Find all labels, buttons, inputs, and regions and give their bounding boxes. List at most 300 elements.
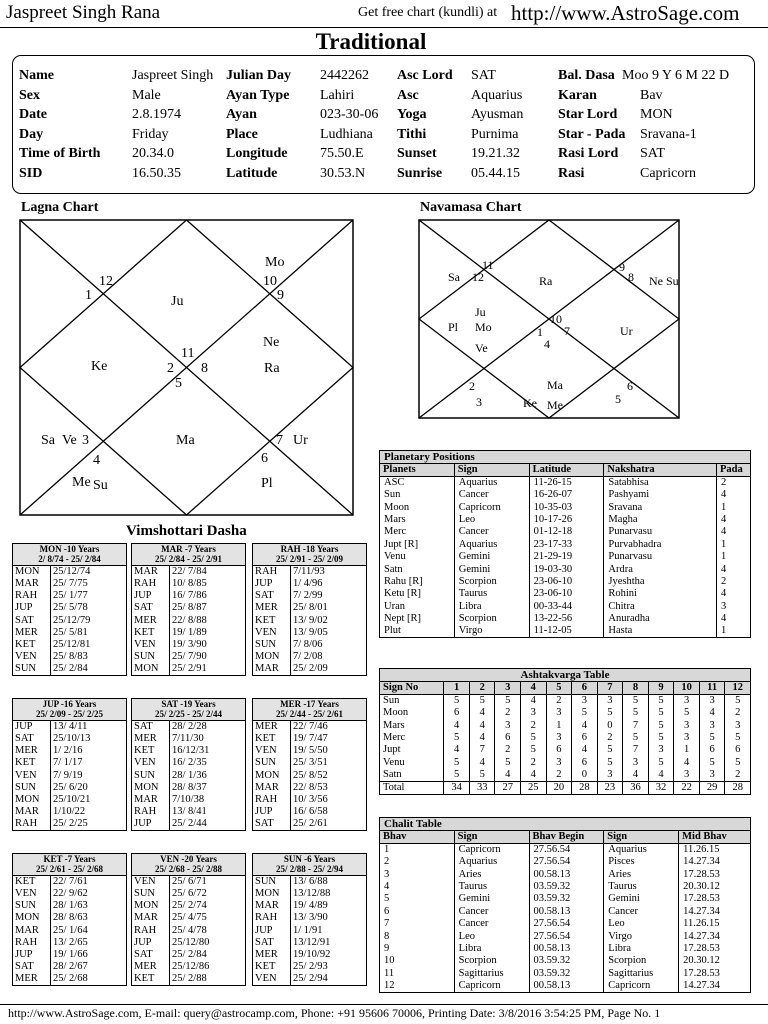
chalit-cell: Taurus: [604, 881, 679, 893]
dasha-row: [253, 961, 367, 973]
dasha-date: 25/ 2/09: [291, 663, 367, 676]
planetary-cell: Pashyami: [604, 489, 717, 501]
dasha-date: 13/ 3/90: [291, 912, 367, 924]
dasha-planet: MER: [253, 721, 291, 734]
lagna-label: 12: [99, 274, 113, 289]
dasha-row: [132, 961, 246, 973]
ashtak-cell: 5: [725, 695, 751, 708]
chalit-cell: 11.26.15: [679, 844, 751, 857]
table-row: [380, 501, 751, 513]
ashtak-cell: 3: [699, 719, 725, 731]
dasha-header: [253, 854, 367, 876]
info-label: Sunrise: [397, 166, 443, 181]
dasha-date: 19/ 4/89: [291, 900, 367, 912]
dasha-date: 16/ 7/86: [170, 590, 246, 602]
navamsa-label: Ju: [475, 305, 486, 319]
navamsa-label: Mo: [475, 320, 492, 334]
chalit-cell: 12: [380, 980, 455, 993]
chalit-cell: 17.28.53: [679, 868, 751, 880]
chalit-cell: 03.59.32: [529, 968, 604, 980]
dasha-table: [12, 698, 127, 831]
ashtak-cell: 29: [699, 781, 725, 794]
dasha-row: [13, 806, 127, 818]
planetary-cell: 1: [716, 551, 750, 563]
table-row: [380, 844, 751, 857]
dasha-row: [253, 733, 367, 745]
lagna-label: 11: [181, 346, 195, 361]
info-value: Friday: [132, 126, 169, 142]
dasha-header: [13, 854, 127, 876]
chalit-cell: Gemini: [454, 893, 529, 905]
dasha-planet: MER: [132, 961, 170, 973]
planetary-cell: Aquarius: [454, 477, 529, 490]
chalit-cell: Libra: [454, 943, 529, 955]
dasha-planet: MON: [132, 663, 170, 676]
dasha-range: 25/ 2/84 - 25/ 2/91: [155, 553, 222, 564]
ashtak-cell: 5: [521, 732, 547, 744]
chalit-cell: Aries: [454, 868, 529, 880]
dasha-row: [253, 949, 367, 961]
info-label: Longitude: [226, 146, 288, 162]
planetary-cell: 10-35-03: [529, 501, 604, 513]
dasha-row: [132, 602, 246, 614]
planetary-cell: Scorpion: [454, 576, 529, 588]
dasha-planet: MAR: [253, 782, 291, 794]
lagna-label: Ne: [263, 335, 280, 350]
info-label: Karan: [558, 87, 597, 103]
dasha-planet: MON: [13, 566, 51, 579]
info-value: 023-30-06: [320, 107, 379, 123]
ashtak-cell: 3: [674, 732, 700, 744]
dasha-row: [253, 794, 367, 806]
dasha-row: [132, 651, 246, 663]
dasha-planet: JUP: [13, 602, 51, 614]
ashtak-cell: 34: [444, 781, 470, 794]
dasha-row: [13, 782, 127, 794]
ashtak-cell: 7: [623, 719, 649, 731]
info-label: Asc Lord: [397, 68, 453, 83]
dasha-date: 25/12/86: [170, 961, 246, 973]
planetary-header: Planets: [380, 464, 455, 477]
ashtak-cell: 5: [444, 769, 470, 782]
dasha-row: [253, 651, 367, 663]
dasha-planet: VEN: [13, 651, 51, 663]
dasha-row: [13, 757, 127, 769]
dasha-planet: KET: [253, 615, 291, 627]
table-row: [380, 539, 751, 551]
dasha-date: 25/ 2/93: [291, 961, 367, 973]
ashtak-cell: 5: [444, 757, 470, 769]
planetary-cell: Plut: [380, 625, 455, 638]
dasha-row: [13, 888, 127, 900]
ashtak-cell: 2: [495, 744, 521, 756]
dasha-row: [13, 961, 127, 973]
dasha-planet: MON: [253, 651, 291, 663]
planetary-cell: ASC: [380, 477, 455, 490]
lagna-label: 3: [82, 433, 89, 448]
dasha-row: [253, 888, 367, 900]
ashtak-cell: Moon: [380, 707, 444, 719]
dasha-planet: RAH: [253, 912, 291, 924]
chalit-cell: 17.28.53: [679, 943, 751, 955]
chalit-header: Bhav: [380, 831, 455, 844]
dasha-row: [13, 876, 127, 889]
ashtak-header: 3: [495, 682, 521, 695]
dasha-date: 19/ 1/89: [170, 627, 246, 639]
dasha-date: 25/ 8/87: [170, 602, 246, 614]
ashtak-cell: 4: [444, 719, 470, 731]
info-value: MON: [640, 107, 673, 123]
navamsa-label: 7: [564, 324, 570, 338]
ashtak-cell: 2: [521, 719, 547, 731]
dasha-date: 1/ 1/91: [291, 925, 367, 937]
dasha-planet: JUP: [132, 937, 170, 949]
ashtak-cell: 5: [623, 695, 649, 708]
dasha-date: 25/10/21: [51, 794, 127, 806]
chalit-cell: 27.56.54: [529, 856, 604, 868]
lagna-label: Ju: [171, 294, 184, 309]
chalit-cell: 6: [380, 906, 455, 918]
dasha-range: 25/ 2/91 - 25/ 2/09: [276, 553, 343, 564]
ashtak-cell: 5: [699, 757, 725, 769]
info-value: SAT: [640, 146, 665, 162]
page-title: Traditional: [315, 29, 427, 54]
chalit-cell: Libra: [604, 943, 679, 955]
planetary-cell: 11-12-05: [529, 625, 604, 638]
table-row: [380, 856, 751, 868]
dasha-period: VEN -20 Years: [160, 854, 217, 864]
info-label: Name: [19, 68, 54, 83]
table-row: [380, 563, 751, 575]
header-url-link[interactable]: http://www.AstroSage.com: [511, 1, 740, 25]
dasha-row: [253, 782, 367, 794]
info-value: Male: [132, 87, 161, 103]
dasha-date: 28/ 2/67: [51, 961, 127, 973]
chalit-cell: 14.27.34: [679, 856, 751, 868]
chalit-cell: 20.30.12: [679, 881, 751, 893]
dasha-planet: MER: [13, 745, 51, 757]
dasha-row: [13, 651, 127, 663]
ashtak-cell: 3: [572, 695, 598, 708]
dasha-date: 13/ 9/05: [291, 627, 367, 639]
dasha-date: 22/ 9/62: [51, 888, 127, 900]
dasha-row: [253, 806, 367, 818]
ashtak-header: 5: [546, 682, 572, 695]
dasha-row: [253, 757, 367, 769]
dasha-planet: MAR: [13, 806, 51, 818]
chalit-cell: 00.58.13: [529, 980, 604, 993]
dasha-date: 7/ 8/06: [291, 639, 367, 651]
planetary-cell: Hasta: [604, 625, 717, 638]
dasha-date: 1/ 4/96: [291, 578, 367, 590]
ashtak-cell: Total: [380, 781, 444, 794]
ashtak-cell: 5: [495, 695, 521, 708]
chalit-cell: 03.59.32: [529, 893, 604, 905]
chalit-cell: 00.58.13: [529, 906, 604, 918]
planetary-cell: 10-17-26: [529, 514, 604, 526]
dasha-planet: MAR: [132, 566, 170, 579]
planetary-header: Pada: [716, 464, 750, 477]
chalit-cell: Taurus: [454, 881, 529, 893]
dasha-date: 25/ 6/20: [51, 782, 127, 794]
navamsa-label: 6: [627, 379, 633, 393]
dasha-header: [253, 544, 367, 566]
dasha-title: Vimshottari Dasha: [126, 523, 247, 539]
dasha-date: 25/ 2/25: [51, 818, 127, 831]
chalit-cell: Capricorn: [454, 980, 529, 993]
dasha-row: [253, 900, 367, 912]
ashtak-cell: Jupt: [380, 744, 444, 756]
ashtak-cell: 5: [444, 695, 470, 708]
dasha-planet: RAH: [13, 590, 51, 602]
dasha-date: 25/10/13: [51, 733, 127, 745]
dasha-date: 25/12/81: [51, 639, 127, 651]
info-label: Rasi: [558, 166, 585, 181]
dasha-date: 7/11/30: [170, 733, 246, 745]
info-label: Bal. Dasa: [558, 68, 615, 83]
planetary-cell: Punarvasu: [604, 526, 717, 538]
ashtak-cell: 4: [699, 707, 725, 719]
dasha-date: 13/12/91: [291, 937, 367, 949]
dasha-date: 25/ 2/91: [170, 663, 246, 676]
ashtak-cell: 4: [521, 769, 547, 782]
dasha-date: 25/12/79: [51, 615, 127, 627]
ashtak-cell: 4: [469, 757, 495, 769]
dasha-date: 7/ 1/17: [51, 757, 127, 769]
info-value: 2.8.1974: [132, 107, 181, 123]
ashtak-cell: 5: [444, 732, 470, 744]
dasha-row: [132, 721, 246, 734]
planetary-cell: Ketu [R]: [380, 588, 455, 600]
navamsa-label: 4: [544, 337, 550, 351]
dasha-planet: RAH: [132, 806, 170, 818]
dasha-table: [131, 853, 246, 986]
dasha-row: [13, 639, 127, 651]
dasha-header: [132, 854, 246, 876]
dasha-row: [132, 806, 246, 818]
dasha-range: 25/ 2/88 - 25/ 2/94: [276, 863, 343, 874]
ashtak-cell: 33: [469, 781, 495, 794]
planetary-cell: 00-33-44: [529, 601, 604, 613]
lagna-label: Ke: [91, 359, 108, 374]
dasha-date: 25/ 6/72: [170, 888, 246, 900]
planetary-cell: Capricorn: [454, 501, 529, 513]
dasha-row: [132, 578, 246, 590]
info-value: Aquarius: [471, 87, 523, 103]
chalit-cell: 14.27.34: [679, 930, 751, 942]
chalit-cell: 03.59.32: [529, 955, 604, 967]
dasha-row: [253, 627, 367, 639]
dasha-date: 25/ 7/90: [170, 651, 246, 663]
dasha-table: [12, 853, 127, 986]
table-row: [380, 943, 751, 955]
info-label: Star - Pada: [558, 126, 626, 142]
dasha-date: 25/ 2/68: [51, 973, 127, 986]
planetary-cell: Magha: [604, 514, 717, 526]
ashtak-cell: 6: [495, 732, 521, 744]
dasha-row: [253, 912, 367, 924]
lagna-label: Su: [93, 478, 108, 493]
ashtak-cell: 36: [623, 781, 649, 794]
dasha-date: 25/ 1/77: [51, 590, 127, 602]
ashtak-header: 6: [572, 682, 598, 695]
dasha-date: 25/ 8/52: [291, 770, 367, 782]
info-label: Yoga: [397, 107, 427, 123]
chalit-cell: 7: [380, 918, 455, 930]
dasha-date: 28/ 8/63: [51, 912, 127, 924]
ashtak-header: 4: [521, 682, 547, 695]
chalit-header: Sign: [604, 831, 679, 844]
info-value: 19.21.32: [471, 146, 520, 162]
ashtak-cell: 5: [623, 732, 649, 744]
dasha-planet: MER: [13, 973, 51, 986]
dasha-row: [253, 745, 367, 757]
dasha-planet: SUN: [132, 888, 170, 900]
table-row: [380, 514, 751, 526]
dasha-row: [253, 615, 367, 627]
info-label: Tithi: [397, 126, 427, 142]
chalit-cell: Cancer: [604, 906, 679, 918]
planetary-header: Latitude: [529, 464, 604, 477]
dasha-planet: RAH: [132, 578, 170, 590]
dasha-planet: SUN: [253, 757, 291, 769]
table-row: [380, 781, 751, 794]
planetary-cell: 13-22-56: [529, 613, 604, 625]
chalit-cell: Leo: [454, 930, 529, 942]
dasha-table: [252, 698, 367, 831]
table-row: [380, 613, 751, 625]
dasha-planet: SAT: [253, 590, 291, 602]
ashtak-cell: 5: [597, 757, 623, 769]
dasha-date: 25/ 2/84: [51, 663, 127, 676]
planetary-cell: Cancer: [454, 489, 529, 501]
ashtak-cell: 2: [546, 695, 572, 708]
dasha-row: [13, 937, 127, 949]
dasha-planet: SAT: [13, 615, 51, 627]
dasha-date: 22/ 8/88: [170, 615, 246, 627]
dasha-header: [132, 544, 246, 566]
chalit-cell: Aquarius: [454, 856, 529, 868]
ashtak-cell: 3: [699, 695, 725, 708]
planetary-cell: Aquarius: [454, 539, 529, 551]
dasha-planet: SUN: [13, 782, 51, 794]
ashtak-cell: 25: [521, 781, 547, 794]
dasha-date: 25/ 4/75: [170, 912, 246, 924]
dasha-period: KET -7 Years: [43, 854, 96, 864]
planetary-cell: Merc: [380, 526, 455, 538]
info-value: Bav: [640, 87, 663, 103]
table-row: [380, 489, 751, 501]
ashtak-header: 9: [648, 682, 674, 695]
ashtak-cell: 28: [572, 781, 598, 794]
lagna-label: 8: [201, 361, 208, 376]
ashtak-cell: 5: [725, 757, 751, 769]
dasha-date: 25/ 5/78: [51, 602, 127, 614]
header-free-chart-text: Get free chart (kundli) at: [358, 5, 498, 20]
navamsa-label: Su: [666, 274, 679, 288]
ashtak-cell: 5: [572, 707, 598, 719]
table-row: [380, 732, 751, 744]
ashtak-cell: 4: [521, 695, 547, 708]
dasha-planet: MAR: [253, 900, 291, 912]
chalit-cell: 27.56.54: [529, 930, 604, 942]
dasha-row: [132, 663, 246, 676]
ashtak-cell: Venu: [380, 757, 444, 769]
dasha-row: [132, 912, 246, 924]
ashtak-cell: 4: [674, 757, 700, 769]
dasha-planet: MER: [253, 602, 291, 614]
dasha-row: [253, 590, 367, 602]
dasha-planet: JUP: [132, 590, 170, 602]
navamsa-chart: [418, 219, 680, 419]
chalit-cell: 17.28.53: [679, 893, 751, 905]
dasha-range: 25/ 2/25 - 25/ 2/44: [155, 708, 222, 719]
dasha-date: 10/ 8/85: [170, 578, 246, 590]
planetary-cell: Chitra: [604, 601, 717, 613]
dasha-planet: SAT: [13, 961, 51, 973]
dasha-row: [132, 782, 246, 794]
dasha-planet: KET: [13, 876, 51, 889]
ashtak-cell: 4: [444, 744, 470, 756]
ashtak-cell: 3: [623, 757, 649, 769]
ashtak-cell: Mars: [380, 719, 444, 731]
planetary-cell: 4: [716, 514, 750, 526]
ashtak-cell: 5: [725, 732, 751, 744]
planetary-cell: 3: [716, 601, 750, 613]
ashtak-cell: 5: [597, 744, 623, 756]
chalit-cell: 11.26.15: [679, 918, 751, 930]
ashtak-cell: 22: [674, 781, 700, 794]
chalit-cell: 27.56.54: [529, 844, 604, 857]
info-label: Day: [19, 126, 44, 142]
navamsa-label: 1: [537, 325, 543, 339]
dasha-date: 25/ 2/44: [170, 818, 246, 831]
dasha-date: 13/ 9/02: [291, 615, 367, 627]
dasha-table: [252, 853, 367, 986]
ashtakvarga-table: [379, 668, 751, 795]
dasha-period: RAH -18 Years: [280, 544, 339, 554]
dasha-date: 25/ 2/61: [291, 818, 367, 831]
info-value: 30.53.N: [320, 166, 366, 181]
dasha-date: 22/ 8/53: [291, 782, 367, 794]
dasha-planet: MAR: [13, 578, 51, 590]
ashtak-cell: 4: [572, 744, 598, 756]
dasha-planet: VEN: [132, 639, 170, 651]
planetary-cell: 23-06-10: [529, 576, 604, 588]
lagna-label: 1: [85, 288, 92, 303]
info-label: Ayan Type: [226, 87, 290, 103]
planetary-cell: 23-06-10: [529, 588, 604, 600]
dasha-date: 22/ 7/61: [51, 876, 127, 889]
table-row: [380, 906, 751, 918]
planetary-cell: 19-03-30: [529, 563, 604, 575]
ashtak-cell: 2: [597, 732, 623, 744]
dasha-row: [13, 663, 127, 676]
dasha-date: 25/12/80: [170, 937, 246, 949]
ashtak-cell: Sun: [380, 695, 444, 708]
header-person-name: Jaspreet Singh Rana: [6, 2, 161, 23]
ashtak-cell: 2: [546, 769, 572, 782]
dasha-planet: MAR: [253, 663, 291, 676]
ashtak-cell: 3: [725, 719, 751, 731]
planetary-cell: Nept [R]: [380, 613, 455, 625]
planetary-cell: 01-12-18: [529, 526, 604, 538]
planetary-cell: Scorpion: [454, 613, 529, 625]
dasha-date: 28/ 8/37: [170, 782, 246, 794]
dasha-row: [132, 627, 246, 639]
dasha-planet: SUN: [132, 770, 170, 782]
chalit-cell: 14.27.34: [679, 980, 751, 993]
